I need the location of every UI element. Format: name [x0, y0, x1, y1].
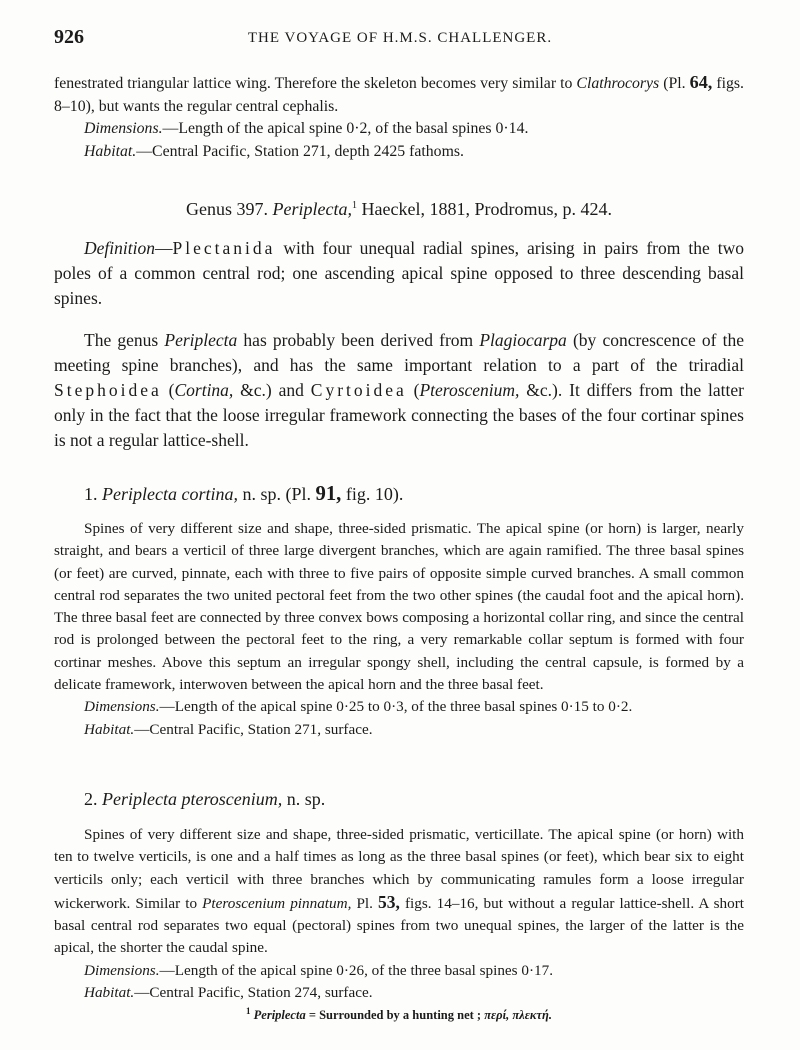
discussion-paragraph: The genus Periplecta has probably been derived from Plagiocarpa (by concrescence of the meeting spine branches), and has the same important relation to a part of the triradial Stephoidea (Cortina, &c.) and Cyrtoidea (Pteroscenium, &c.). It differs from the latter only in the fact that the loose irregular framework connecting the bases of the four cortinar spines is not a regular lattice-shell.: [54, 330, 745, 450]
page-header: [54, 26, 746, 50]
footnote: $^1$ Periplecta = Surrounded by a hunting net ; περί, πλεκτή.: [246, 1006, 552, 1023]
page-number: 926: [54, 26, 84, 48]
intro-paragraph: fenestrated triangular lattice wing. Therefore the skeleton becomes very similar to Clathrocorys (Pl. 64, figs. 8–10), but wants the regular central cephalis.: [54, 72, 744, 115]
species2-dimensions: Dimensions.—Length of the apical spine 0·26, of the three basal spines 0·17.: [84, 961, 554, 979]
species1-description: Spines of very different size and shape, three-sided prismatic. The apical spine (or horn) is larger, nearly straight, and bears a verticil of three large divergent branches, which are again ramified. The three basal spines (or feet) are curved, pinnate, each with three to five pairs of opposite simple curved branches. A small common central rod separates the two united pectoral feet from the two other spines (the caudal foot and the apical horn). The three basal feet are connected by three convex bows composing a horizontal collar ring, and since the central rod is prolonged between the pectoral feet to the ring, a very remarkable collar septum is formed with four cortinar meshes. Above this septum an irregular spongy shell, including the central capsule, is formed by a delicate framework, interwoven between the apical horn and the three basal feet.: [54, 520, 744, 694]
species1-dimensions: Dimensions.—Length of the apical spine 0·25 to 0·3, of the three basal spines 0·15 to 0·2.: [84, 698, 633, 716]
genus-discussion: [54, 328, 744, 453]
species2-description: Spines of very different size and shape, three-sided prismatic, verticillate. The apical spine (or horn) with ten to twelve verticils, is one and a half times as long as the three basal spines (or feet), which bear six to eight verticils only; each verticil with three branches which by communicating ramules form a loose irregular wickerwork. Similar to Pteroscenium pinnatum, Pl. 53, figs. 14–16, but without a regular lattice-shell. A short basal central rod separates two equal (pectoral) spines from two unequal spines, the larger of the latter is the apical, the shorter the caudal spine.: [54, 826, 744, 957]
genus-definition: [54, 236, 744, 311]
intro-habitat: Habitat.—Central Pacific, Station 271, depth 2425 fathoms.: [84, 142, 464, 160]
species1-heading: 1. Periplecta cortina, n. sp. (Pl. 91, fig. 10).: [84, 483, 404, 505]
species2-section: [54, 824, 744, 1004]
species2-habitat: Habitat.—Central Pacific, Station 274, surface.: [84, 984, 373, 1002]
definition-paragraph: Definition—Plectanida with four unequal radial spines, arising in pairs from the two poles of a common central rod; one ascending apical spine opposed to three descending basal spines.: [54, 238, 744, 308]
intro-dimensions: Dimensions.—Length of the apical spine 0·2, of the basal spines 0·14.: [84, 120, 529, 137]
species1-section: [54, 518, 744, 741]
genus-heading: Genus 397. Periplecta,$^1$ Haeckel, 1881, Prodromus, p. 424.: [186, 199, 612, 219]
species2-heading: 2. Periplecta pteroscenium, n. sp.: [84, 789, 326, 809]
running-title: THE VOYAGE OF H.M.S. CHALLENGER.: [247, 30, 553, 46]
species1-habitat: Habitat.—Central Pacific, Station 271, surface.: [84, 720, 373, 738]
intro-section: [54, 71, 744, 163]
